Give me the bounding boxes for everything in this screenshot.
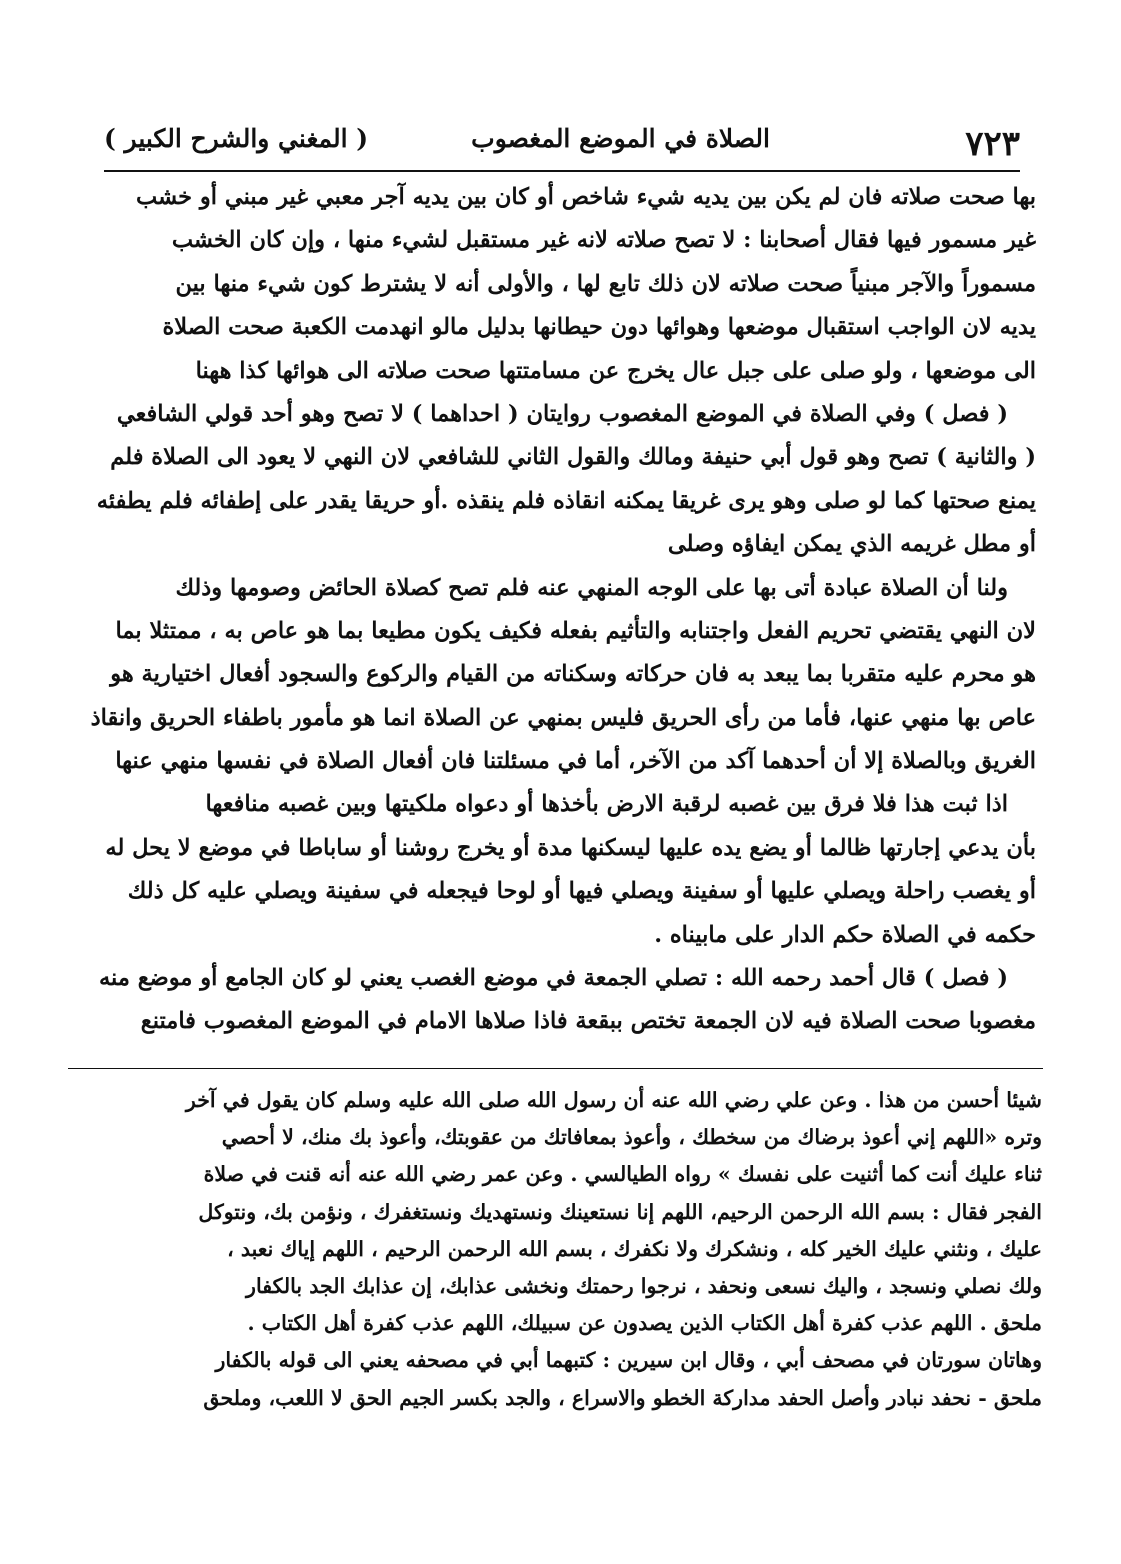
- text-line: ( والثانية ) تصح وهو قول أبي حنيفة ومالك والقول الثاني للشافعي لان النهي لا يعود الى الصلاة فلم: [110, 444, 1036, 471]
- text-line: الغريق وبالصلاة إلا أن أحدهما آكد من الآخر، أما في مسئلتنا فان أفعال الصلاة في نفسها منهي عنها: [115, 748, 1036, 775]
- text-line: حكمه في الصلاة حكم الدار على مابيناه .: [654, 921, 1036, 948]
- text-line: مغصوبا صحت الصلاة فيه لان الجمعة تختص ببقعة فاذا صلاها الامام في الموضع المغصوب فامتنع: [140, 1008, 1036, 1035]
- main-text: [82, 176, 1036, 1044]
- text-line: اذا ثبت هذا فلا فرق بين غصبه لرقبة الارض بأخذها أو دعواه ملكيتها وبين غصبه منافعها: [205, 791, 1008, 818]
- text-line: ولنا أن الصلاة عبادة أتى بها على الوجه المنهي عنه فلم تصح كصلاة الحائض وصومها وذلك: [175, 574, 1008, 601]
- footnote-divider: [68, 1068, 1043, 1069]
- footnote-line: عليك ، ونثني عليك الخير كله ، ونشكرك ولا نكفرك ، بسم الله الرحمن الرحيم ، اللهم إياك نعبد ،: [227, 1236, 1042, 1261]
- chapter-title: الصلاة في الموضع المغصوب: [471, 124, 770, 153]
- footnote-line: الفجر فقال : بسم الله الرحمن الرحيم، اللهم إنا نستعينك ونستهديك ونستغفرك ، ونؤمن بك، ونتوكل: [198, 1199, 1042, 1224]
- text-line: يمنع صحتها كما لو صلى وهو يرى غريقا يمكنه انقاذه فلم ينقذه .أو حريقا يقدر على إطفائه فلم يطفئه: [96, 487, 1036, 514]
- text-line: ( فصل ) وفي الصلاة في الموضع المغصوب روايتان ( احداهما ) لا تصح وهو أحد قولي الشافعي: [116, 400, 1008, 427]
- text-line: الى موضعها ، ولو صلى على جبل عال يخرج عن مسامتتها صحت صلاته الى هوائها كذا ههنا: [195, 357, 1036, 384]
- book-title: ( المغني والشرح الكبير ): [104, 124, 369, 153]
- text-line: عاص بها منهي عنها، فأما من رأى الحريق فليس بمنهي عن الصلاة انما هو مأمور باطفاء الحريق وانقاذ: [90, 704, 1036, 731]
- footnote-line: ولك نصلي ونسجد ، واليك نسعى ونحفد ، نرجوا رحمتك ونخشى عذابك، إن عذابك الجد بالكفار: [246, 1273, 1042, 1298]
- text-line: بها صحت صلاته فان لم يكن بين يديه شيء شاخص أو كان بين يديه آجر معبي غير مبني أو خشب: [136, 184, 1036, 210]
- footnote-line: ملحق - نحفد نبادر وأصل الحفد مداركة الخطو والاسراع ، والجد بكسر الجيم الحق لا اللعب، وملحق: [203, 1385, 1042, 1410]
- page-number: ٧٢٣: [965, 124, 1020, 164]
- footnote-line: وتره «اللهم إني أعوذ برضاك من سخطك ، وأعوذ بمعافاتك من عقوبتك، وأعوذ بك منك، لا أحصي: [221, 1125, 1042, 1150]
- page-header: [104, 118, 1020, 172]
- text-line: غير مسمور فيها فقال أصحابنا : لا تصح صلاته لانه غير مستقبل لشيء منها ، وإن كان الخشب: [171, 227, 1036, 254]
- footnote-section: [80, 1082, 1042, 1417]
- text-line: مسموراً والآجر مبنياً صحت صلاته لان ذلك تابع لها ، والأولى أنه لا يشترط كون شيء منها بين: [175, 270, 1036, 297]
- text-line: أو يغصب راحلة ويصلي عليها أو سفينة ويصلي فيها أو لوحا فيجعله في سفينة ويصلي عليه كل ذلك: [127, 878, 1036, 905]
- text-line: بأن يدعي إجارتها ظالما أو يضع يده عليها ليسكنها مدة أو يخرج روشنا أو ساباطا في موضع لا يحل له: [105, 834, 1036, 861]
- footnote-line: ملحق . اللهم عذب كفرة أهل الكتاب الذين يصدون عن سبيلك، اللهم عذب كفرة أهل الكتاب .: [247, 1311, 1042, 1336]
- footnote-line: ثناء عليك أنت كما أثنيت على نفسك » رواه الطيالسي . وعن عمر رضي الله عنه أنه قنت في صلاة: [203, 1162, 1042, 1187]
- text-line: لان النهي يقتضي تحريم الفعل واجتنابه والتأثيم بفعله فكيف يكون مطيعا بما هو عاص به ، ممتثلا بما: [115, 617, 1036, 644]
- text-line: يديه لان الواجب استقبال موضعها وهوائها دون حيطانها بدليل مالو انهدمت الكعبة صحت الصلاة: [162, 314, 1036, 341]
- footnote-line: وهاتان سورتان في مصحف أبي ، وقال ابن سيرين : كتبهما أبي في مصحفه يعني الى قوله بالكفار: [215, 1348, 1042, 1373]
- text-line: ( فصل ) قال أحمد رحمه الله : تصلي الجمعة في موضع الغصب يعني لو كان الجامع أو موضع منه: [98, 965, 1008, 992]
- text-line: أو مطل غريمه الذي يمكن ايفاؤه وصلى: [667, 531, 1036, 558]
- footnote-line: شيئا أحسن من هذا . وعن علي رضي الله عنه أن رسول الله صلى الله عليه وسلم كان يقول في آخر: [185, 1088, 1042, 1112]
- text-line: هو محرم عليه متقربا بما يبعد به فان حركاته وسكناته من القيام والركوع والسجود أفعال اختيارية هو: [110, 661, 1036, 688]
